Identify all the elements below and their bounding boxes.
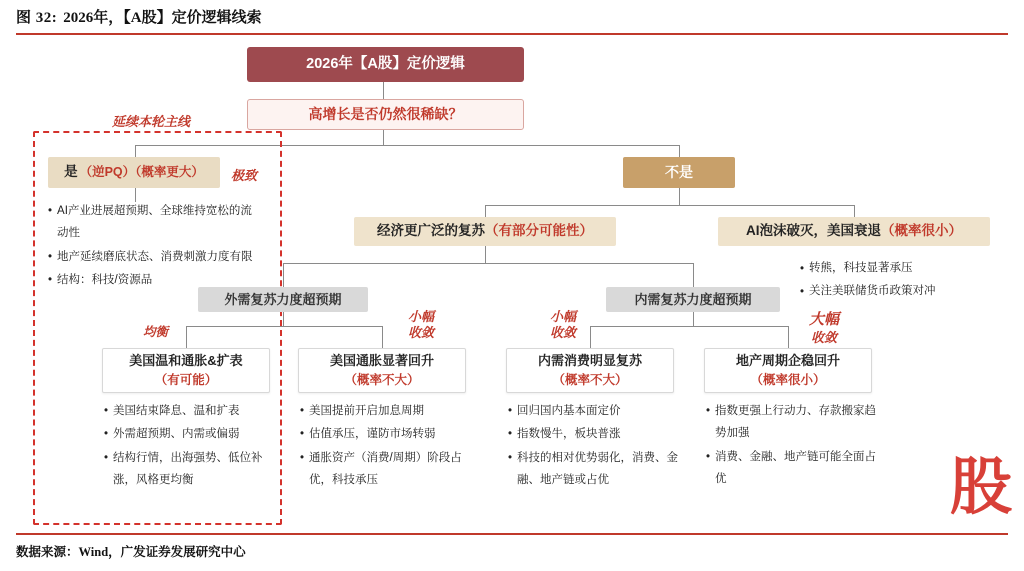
bullet-dot: • — [508, 428, 513, 441]
root-node-label: 2026年【A股】定价逻辑 — [306, 55, 465, 72]
card-1 — [102, 348, 270, 393]
list-item-text: 科技的相对优势弱化，消费、金融、地产链或占优 — [517, 451, 679, 487]
card-2-title: 美国通胀显著回升 — [329, 352, 434, 368]
connector — [283, 263, 693, 264]
bullet-dot: • — [508, 405, 513, 417]
list-item — [706, 446, 884, 491]
bullet-dot: • — [706, 450, 711, 463]
list-item-text: 地产延续磨底状态、消费刺激力度有限 — [57, 250, 253, 263]
bullet-dot: • — [104, 428, 109, 441]
bullet-dot: • — [48, 205, 53, 217]
connector — [854, 205, 855, 217]
figure-header — [16, 6, 1008, 35]
bullet-dot: • — [300, 451, 305, 464]
annotation-small-contraction-2-l1: 小幅 — [549, 309, 576, 324]
connector — [693, 312, 694, 326]
list-item — [508, 423, 680, 445]
list-item — [508, 400, 680, 422]
node-external-demand-label: 外需复苏力度超预期 — [224, 291, 342, 307]
card-4-title: 地产周期企稳回升 — [735, 352, 840, 368]
node-ai-bubble-burst-label: AI泡沫破灭，美国衰退 — [746, 223, 881, 239]
list-item-text: 外需超预期、内需或偏弱 — [113, 428, 240, 441]
list-item-text: 转熊，科技显著承压 — [809, 262, 913, 274]
list-item — [706, 400, 884, 445]
list-item-text: 结构：科技/资源品 — [57, 274, 153, 287]
list-item — [508, 447, 680, 492]
card-1-subtitle: （有可能） — [154, 373, 218, 388]
bullet-dot: • — [300, 428, 305, 441]
annotation-small-contraction-1 — [399, 309, 443, 342]
annotation-extreme — [231, 165, 257, 184]
list-item-text: 指数更强上行动力、存款搬家趋势加强 — [715, 405, 877, 440]
list-item-text: 指数慢牛，板块普涨 — [517, 428, 621, 441]
list-item — [300, 400, 472, 422]
card-1-title: 美国温和通胀&扩表 — [129, 352, 243, 368]
list-item-text: 通胀资产（消费/周期）阶段占优，科技承压 — [309, 451, 462, 487]
list-item-text: 结构行情，出海强势、低位补涨，风格更均衡 — [113, 451, 263, 487]
connector — [788, 326, 789, 348]
card-3-title: 内需消费明显复苏 — [537, 352, 642, 368]
node-external-demand-recovery — [198, 287, 368, 312]
list-item — [104, 423, 272, 445]
bullet-dot: • — [48, 274, 53, 287]
connector — [693, 263, 694, 287]
branch-yes-bullets — [48, 200, 258, 293]
list-item — [48, 246, 258, 268]
card-4 — [704, 348, 872, 393]
source-text: 数据来源：Wind，广发证券发展研究中心 — [16, 545, 246, 559]
annotation-large-contraction — [800, 311, 848, 346]
list-item-text: 估值承压，谨防市场转弱 — [309, 428, 436, 441]
connector — [485, 245, 486, 263]
annotation-large-contraction-l2: 收敛 — [810, 329, 837, 345]
list-item-text: 美国结束降息、温和扩表 — [113, 405, 240, 417]
list-item — [48, 200, 258, 245]
node-ai-bubble-burst — [718, 217, 990, 246]
connector — [590, 326, 788, 327]
card-2 — [298, 348, 466, 393]
connector — [283, 312, 284, 326]
branch-yes-sublabel: （逆PQ）（概率更大） — [79, 165, 204, 180]
annotation-large-contraction-l1: 大幅 — [808, 311, 839, 328]
connector — [485, 205, 854, 206]
card-4-subtitle: （概率很小） — [750, 373, 826, 388]
connector — [383, 130, 384, 145]
bullet-dot: • — [800, 286, 805, 299]
branch-yes-label: 是 — [64, 164, 78, 180]
connector — [485, 205, 486, 217]
annotation-main-line-text: 延续本轮主线 — [112, 114, 191, 129]
figure-number: 图 32: — [16, 10, 58, 26]
card-3-subtitle: （概率不大） — [552, 373, 628, 388]
annotation-extreme-text: 极致 — [231, 168, 258, 183]
annotation-main-line — [112, 111, 190, 130]
connector — [590, 326, 591, 348]
connector — [382, 326, 383, 348]
question-node — [247, 99, 524, 130]
node-broader-recovery-paren: （有部分可能性） — [485, 223, 593, 239]
watermark: 股 — [949, 454, 1010, 522]
bullet-dot: • — [104, 451, 109, 464]
card-2-bullets — [300, 400, 472, 493]
bullet-dot: • — [48, 250, 53, 263]
bullet-dot: • — [104, 405, 109, 417]
connector — [679, 188, 680, 205]
card-2-subtitle: （概率不大） — [344, 373, 420, 388]
list-item — [104, 447, 272, 492]
card-3-bullets — [508, 400, 680, 493]
node-internal-demand-recovery — [606, 287, 780, 312]
node-broader-recovery — [354, 217, 616, 246]
list-item-text: AI产业进展超预期、全球维持宽松的流动性 — [57, 205, 252, 240]
branch-yes-node — [48, 157, 220, 188]
annotation-balanced — [143, 322, 168, 340]
bullet-dot: • — [706, 405, 711, 417]
root-node — [247, 47, 524, 82]
annotation-small-contraction-2 — [541, 309, 585, 342]
annotation-balanced-text: 均衡 — [143, 325, 169, 339]
list-item — [300, 447, 472, 492]
list-item — [300, 423, 472, 445]
question-node-label: 高增长是否仍然很稀缺？ — [308, 106, 463, 123]
list-item-text: 关注美联储货币政策对冲 — [809, 285, 936, 298]
card-4-bullets — [706, 400, 884, 492]
card-3 — [506, 348, 674, 393]
node-broader-recovery-label: 经济更广泛的复苏 — [377, 223, 485, 239]
annotation-small-contraction-1-l1: 小幅 — [407, 309, 434, 324]
card-1-bullets — [104, 400, 272, 493]
bullet-dot: • — [508, 451, 513, 464]
annotation-small-contraction-2-l2: 收敛 — [549, 325, 576, 341]
page-title: 2026年，【A股】定价逻辑线索 — [63, 10, 262, 26]
list-item — [104, 400, 272, 422]
connector — [283, 263, 284, 287]
branch-no-label: 不是 — [665, 164, 693, 181]
list-item-text: 回归国内基本面定价 — [517, 405, 621, 417]
connector — [383, 82, 384, 99]
annotation-small-contraction-1-l2: 收敛 — [407, 325, 434, 341]
bullet-dot: • — [300, 405, 305, 417]
branch-no-node — [623, 157, 735, 188]
bullet-dot: • — [800, 263, 805, 275]
list-item — [800, 258, 1015, 280]
list-item-text: 美国提前开启加息周期 — [309, 405, 425, 417]
list-item-text: 消费、金融、地产链可能全面占优 — [715, 450, 877, 486]
list-item — [800, 281, 1015, 303]
node-internal-demand-label: 内需复苏力度超预期 — [634, 291, 752, 307]
node-ai-bubble-burst-paren: （概率很小） — [881, 223, 962, 239]
figure-footer — [16, 533, 1008, 561]
ai-bubble-bullets — [800, 258, 1015, 305]
